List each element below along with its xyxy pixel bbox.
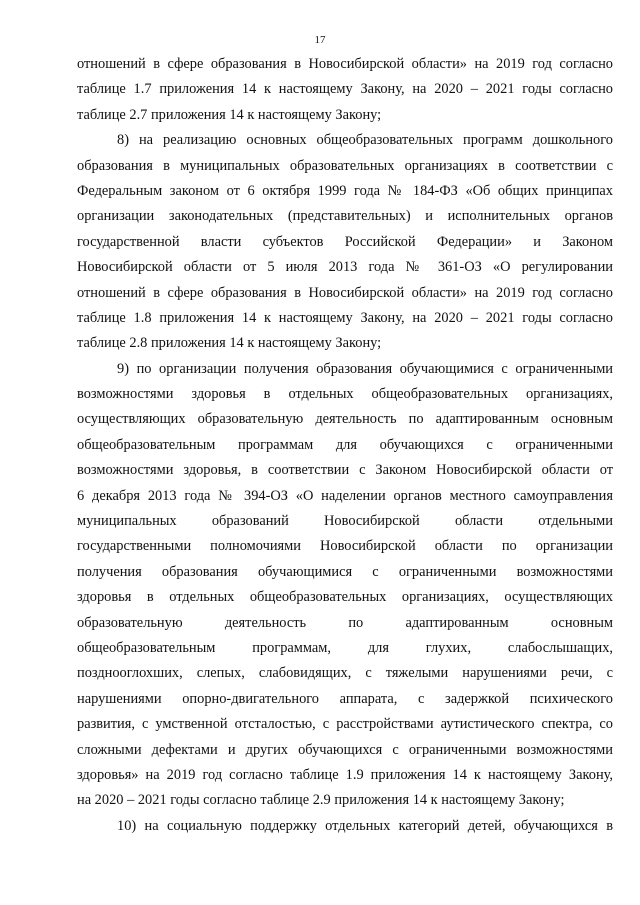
text-line: отношений в сфере образования в Новосибирской области» на 2019 год согласно xyxy=(77,56,613,72)
text-line: позднооглохших, слепых, слабовидящих, с тяжелыми нарушениями речи, с xyxy=(77,665,613,682)
text-line: государственной власти субъектов Российской Федерации» и Законом xyxy=(77,233,613,250)
text-line: осуществляющих образовательную деятельность по адаптированным основным xyxy=(77,411,613,428)
text-line: возможностями здоровья в отдельных общеобразовательных организациях, xyxy=(77,386,613,403)
text-line: образовательную деятельность по адаптированным основным xyxy=(77,614,613,631)
text-line: нарушениями опорно-двигательного аппарата, с задержкой психического xyxy=(77,690,613,707)
text-line: 10) на социальную поддержку отдельных категорий детей, обучающихся в xyxy=(117,817,613,834)
text-line: образования в муниципальных образовательных организациях в соответствии с xyxy=(77,157,613,174)
text-line: здоровья в отдельных общеобразовательных организациях, осуществляющих xyxy=(77,589,613,606)
text-line: отношений в сфере образования в Новосибирской области» на 2019 год согласно xyxy=(77,284,613,301)
text-line: таблице 1.7 приложения 14 к настоящему Закону, на 2020 – 2021 годы согласно xyxy=(77,81,613,98)
text-line: развития, с умственной отсталостью, с расстройствами аутистического спектра, со xyxy=(77,716,613,733)
text-line: общеобразовательным программам для обучающихся с ограниченными xyxy=(77,436,613,453)
text-line: Новосибирской области от 5 июля 2013 года № 361-ОЗ «О регулировании xyxy=(77,259,613,276)
text-line: организации законодательных (представительных) и исполнительных органов xyxy=(77,208,613,225)
text-line: таблице 2.7 приложения 14 к настоящему Закону; xyxy=(77,106,382,123)
text-line: получения образования обучающимися с ограниченными возможностями xyxy=(77,563,613,580)
text-line: таблице 2.8 приложения 14 к настоящему Закону; xyxy=(77,335,382,352)
text-line: муниципальных образований Новосибирской области отдельными xyxy=(77,513,613,530)
text-line: Федеральным законом от 6 октября 1999 года № 184-ФЗ «Об общих принципах xyxy=(77,182,613,199)
text-line: на 2020 – 2021 годы согласно таблице 2.9 приложения 14 к настоящему Закону; xyxy=(77,792,565,809)
text-line: 9) по организации получения образования обучающимися с ограниченными xyxy=(117,360,613,377)
text-line: возможностями здоровья, в соответствии с Законом Новосибирской области от xyxy=(77,462,613,479)
text-line: здоровья» на 2019 год согласно таблице 1.9 приложения 14 к настоящему Закону, xyxy=(77,766,613,783)
text-line: таблице 1.8 приложения 14 к настоящему Закону, на 2020 – 2021 годы согласно xyxy=(77,309,613,326)
text-line: сложными дефектами и других обучающихся с ограниченными возможностями xyxy=(77,741,613,758)
text-line: государственными полномочиями Новосибирской области по организации xyxy=(77,538,613,555)
text-line: общеобразовательным программам, для глухих, слабослышащих, xyxy=(77,639,613,656)
text-line: 6 декабря 2013 года № 394-ОЗ «О наделении органов местного самоуправления xyxy=(77,487,613,504)
document-body xyxy=(77,52,613,839)
text-line: 8) на реализацию основных общеобразовательных программ дошкольного xyxy=(117,132,613,149)
page-number: 17 xyxy=(314,34,326,46)
